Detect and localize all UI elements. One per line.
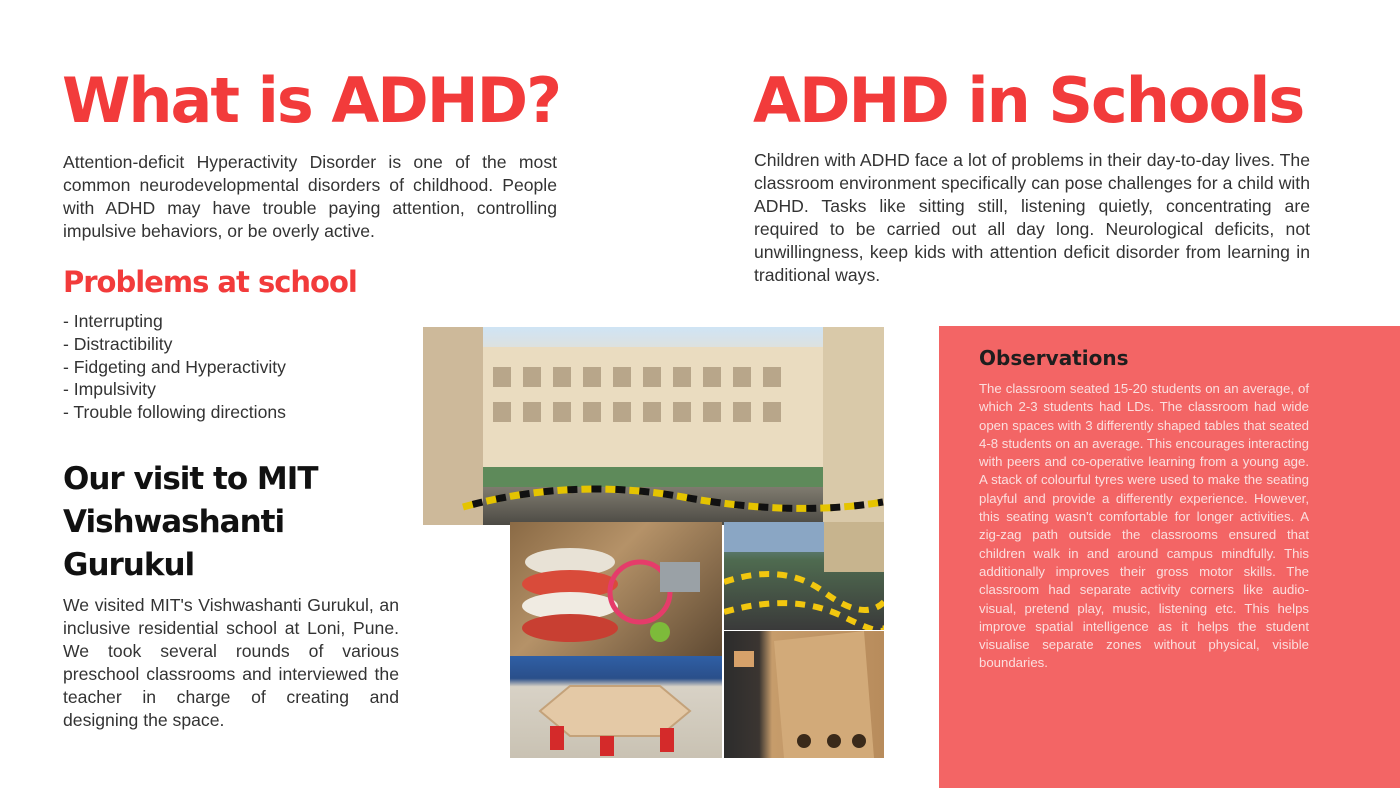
problems-list <box>63 310 286 424</box>
list-item: - Interrupting <box>63 311 163 331</box>
list-item: - Impulsivity <box>63 379 156 400</box>
observations-text: The classroom seated 15-20 students on an average, of which 2-3 students had LDs. The classroom had wide open spaces with 3 differently shaped tables that seated 4-8 students on an average. This encourages interacting with peers and co-operative learning from a young age. A stack of colourful tyres were used to make the seating playful and provide a differently experience. However, this seating wasn't comfortable for longer activities. A zig-zag path outside the classrooms ensured that children walk in and around campus mindfully. This additionally improves their gross motor skills. The classroom had separate activity corners like audio-visual, pretend play, music, listening etc. This helps improve spatial intelligence as it helps the student visualise separate zones without physical, visible boundaries. <box>979 381 1309 671</box>
visit-heading: Our visit to MIT Vishwashanti Gurukul <box>63 461 318 583</box>
page-title-what-is-adhd: What is ADHD? <box>62 64 561 137</box>
visit-description: We visited MIT's Vishwashanti Gurukul, an inclusive residential school at Loni, Pune. We took several rounds of various preschool classrooms and interviewed the teacher in charge of creating and designing the space. <box>63 595 399 730</box>
page-title-adhd-in-schools: ADHD in Schools <box>753 64 1304 137</box>
tyre-seating-photo <box>510 522 722 656</box>
adhd-schools-text: Children with ADHD face a lot of problems in their day-to-day lives. The classroom environment specifically can pose challenges for a child with ADHD. Tasks like sitting still, listening quietly, concentrating are required to be carried out all day long. Neurological deficits, not unwillingness, keep kids with attention deficit disorder from learning in traditional ways. <box>754 150 1310 285</box>
board-illustration <box>724 631 884 758</box>
problems-heading: Problems at school <box>63 265 357 299</box>
courtyard-illustration <box>423 327 884 525</box>
adhd-definition-text: Attention-deficit Hyperactivity Disorder is one of the most common neurodevelopmental disorders of childhood. People with ADHD may have trouble paying attention, controlling impulsive behaviors, or be overly active. <box>63 152 557 241</box>
list-item: - Trouble following directions <box>63 402 286 423</box>
tyres-illustration <box>510 522 722 656</box>
table-illustration <box>510 656 722 758</box>
list-item: - Fidgeting and Hyperactivity <box>63 356 286 377</box>
wooden-board-photo <box>724 631 884 758</box>
observations-heading: Observations <box>979 346 1129 370</box>
school-courtyard-photo <box>423 327 884 525</box>
list-item: - Distractibility <box>63 333 173 354</box>
hexagon-table-photo <box>510 656 722 758</box>
zigzag-path-photo <box>724 522 884 630</box>
path-illustration <box>724 522 884 630</box>
